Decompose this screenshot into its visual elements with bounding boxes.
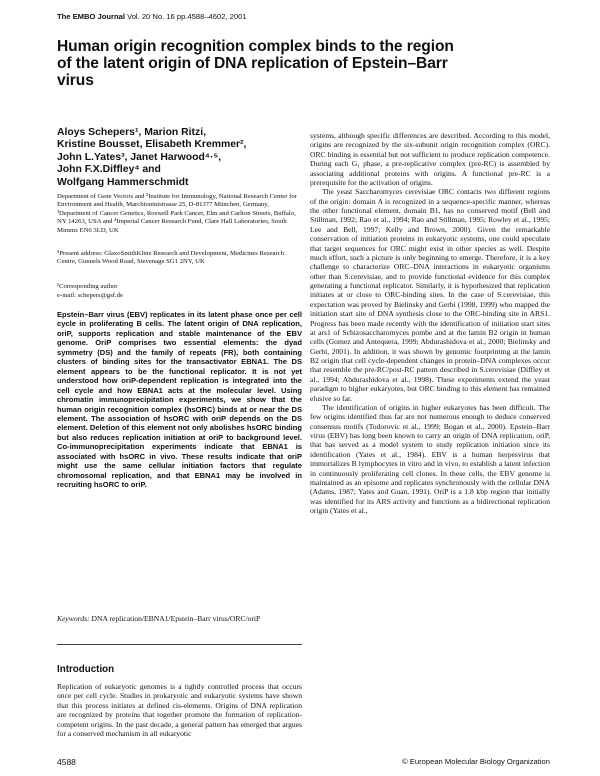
article-title: Human origin recognition complex binds to the region of the latent origin of DNA replication of Epstein–Barr virus bbox=[57, 38, 454, 89]
section-divider bbox=[57, 644, 302, 645]
author-line: Wolfgang Hammerschmidt bbox=[57, 176, 189, 188]
body-paragraph: systems, although specific differences are described. According to this model, origins are recognized by the six-subunit origin recognition complex (ORC). ORC binding is essential but not sufficient to produce replication competence. During each G₁ phase, a pre-replicative complex (pre-RC) is assembled by associating additional proteins with origins. A functional pre-RC is a prerequisite for the activation of origins. bbox=[310, 131, 550, 187]
keywords-text: DNA replication/EBNA1/Epstein–Barr virus/ORC/oriP bbox=[91, 614, 261, 623]
author-line: Kristine Bousset, Elisabeth Kremmer², bbox=[57, 139, 247, 151]
present-address: ⁵Present address: GlaxoSmithKline Research and Development, Medicines Research Centre, Gunnels Wood Road, Stevenage SG1 2NY, UK bbox=[57, 250, 285, 266]
page-number: 4588 bbox=[57, 757, 76, 767]
body-paragraph: The yeast Saccharomyces cerevisiae ORC contacts two different regions of the origin: domain A is recognized in a sequence-specific manner, whereas the other functional element, domain B1, has no conserved motif (Bell and Stillman, 1992; Rao et al., 1994; Rao and Stillman, 1995; Rowley et al., 1995; Lee and Bell, 1997; Kelly and Brown, 2000). Given the remarkable conservation of initiation proteins in eukaryotic systems, one could speculate that target sequences for ORC might exist in other species as well. Despite much effort, such a picture is only beginning to emerge. Therefore, it is a key challenge to characterize ORC–DNA interactions in eukaryotic organisms other than S.cerevisiae, and to provide functional evidence for this complex generating a functional replicator. Similarly, it is hypothesized that replication initiates at or close to ORC-binding sites. In the case of S.cerevisiae, this expectation was proved by Bielinsky and Gerbi (1998, 1999) who mapped the initiation start site of DNA synthesis close to the ORC-binding site in ARS1. Progress has been made recently with the identification of initiation start sites at ars1 of Schizosaccharomyces pombe and at the lamin B2 origin in human cells (Gomez and Antequera, 1999; Abdurashidova et al., 2000; Bielinsky and Gerbi, 2001). In addition, it was shown by genomic footprinting at the lamin B2 origin that cell cycle-dependent changes in protein–DNA complexes occur that resemble the pre-RC/post-RC pattern described in S.cerevisiae (Diffley et al., 1994; Abdurashidova et al., 1998). These experiments extend the yeast paradigm to higher eukaryotes, but ORC binding to this element has remained elusive so far. bbox=[310, 187, 550, 403]
corresponding-author: ¹Corresponding author bbox=[57, 283, 118, 290]
author-line: John L.Yates³, Janet Harwood⁴·⁵, bbox=[57, 151, 222, 163]
contact-email: e-mail: schepers@gsf.de bbox=[57, 292, 123, 299]
author-list bbox=[57, 127, 302, 189]
journal-header bbox=[57, 12, 247, 21]
keywords bbox=[57, 614, 302, 624]
author-line: John F.X.Diffley⁴ and bbox=[57, 164, 161, 176]
introduction-heading: Introduction bbox=[57, 664, 115, 675]
author-line: Aloys Schepers¹, Marion Ritzi, bbox=[57, 127, 206, 138]
abstract: Epstein–Barr virus (EBV) replicates in its latent phase once per cell cycle in proliferating B cells. The latent origin of DNA replication, oriP, supports replication and stable maintenance of the EBV genome. OriP comprises two essential elements: the dyad symmetry (DS) and the family of repeats (FR), both containing clusters of binding sites for the transactivator EBNA1. The DS element appears to be the functional replicator. It is not yet understood how oriP-dependent replication is integrated into the cell cycle and how EBNA1 acts at the molecular level. Using chromatin immunoprecipitation experiments, we show that the human origin recognition complex (hsORC) binds at or near the DS element. The association of hsORC with oriP depends on the DS element. Deletion of this element not only abolishes hsORC binding but also reduces replication initiation at oriP to background level. Co-immunoprecipitation experiments indicate that EBNA1 is associated with hsORC in vivo. These results indicate that oriP might use the same cellular initiation factors that regulate chromosomal replication, and that EBNA1 may be involved in recruiting hsORC to oriP. bbox=[57, 310, 302, 490]
right-column bbox=[310, 131, 550, 515]
introduction-text: Replication of eukaryotic genomes is a tightly controlled process that occurs once per cell cycle. Studies in prokaryotic and eukaryotic systems have shown that this process initiates at defined cis-elements. Origins of DNA replication are recognized by proteins that together promote the formation of replication-competent origins. In the past decade, a general pattern has emerged that argues for a conserved mechanism in all eukaryotic bbox=[57, 682, 302, 739]
affiliations: Department of Gene Vectors and ²Institute for Immunology, National Research Center for Environment and Health, Marchioninistrasse 25, D-81377 München, Germany, ³Department of Cancer Genetics, Roswell Park Cancer, Elm and Carlton Streets, Buffalo, NY 14263, USA and ⁴Imperial Cancer Research Fund, Clare Hall Laboratories, South Mimms EN6 3LD, UK bbox=[57, 193, 297, 234]
body-paragraph: The identification of origins in higher eukaryotes has been difficult. The few origins identified thus far are not numerous enough to deduce conserved consensus motifs (Todorovic et al., 1999; Bogan et al., 2000). Epstein–Barr virus (EBV) has long been known to carry an origin of DNA replication, oriP, that has served as a model system to study replication initiation since its identification (Yates et al., 1984). EBV is a human herpesvirus that immortalizes B lymphocytes in vitro and in vivo, to establish a latent infection in continuously proliferating cell clones. In these cells, the EBV genome is maintained as an episome and replicates synchronously with the cellular DNA (Adams, 1987; Yates and Guan, 1991). OriP is a 1.8 kbp region that initially was identified for its ARS activity and functions as a bidirectional replication origin (Yates et al., bbox=[310, 402, 550, 515]
copyright-notice: © European Molecular Biology Organization bbox=[402, 757, 550, 766]
journal-name: The EMBO Journal bbox=[57, 12, 125, 21]
journal-citation: Vol. 20 No. 16 pp.4588–4602, 2001 bbox=[127, 12, 247, 21]
keywords-label: Keywords: bbox=[57, 614, 90, 623]
